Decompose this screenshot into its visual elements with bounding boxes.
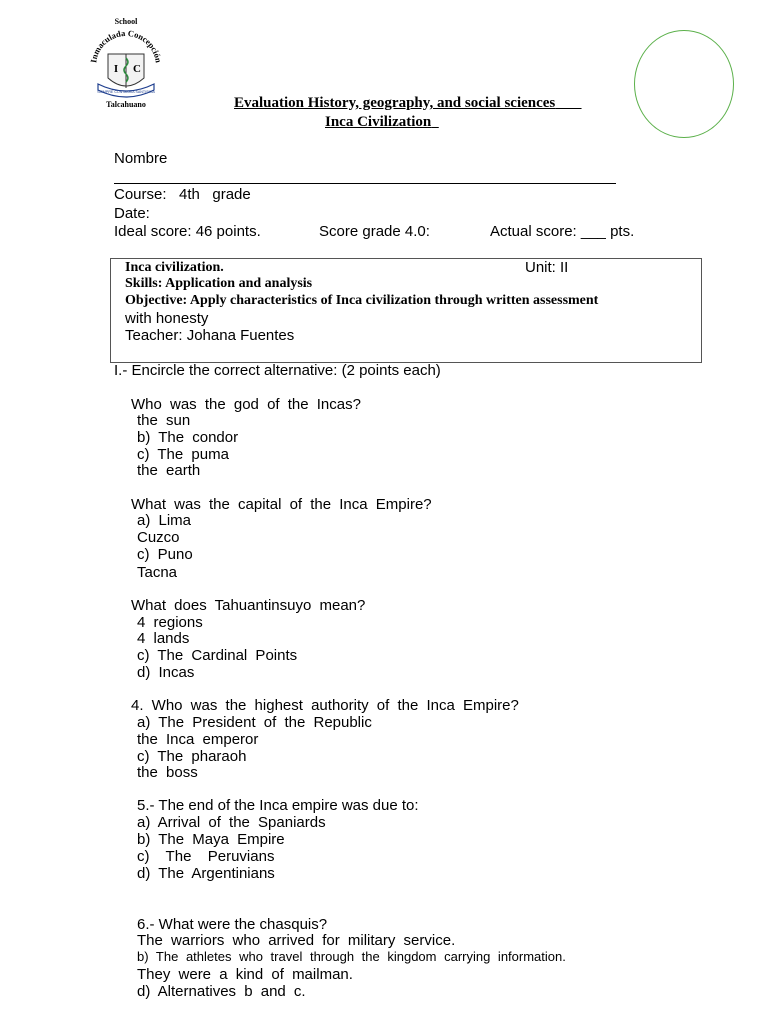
option-3d[interactable]: d) Incas [137, 664, 195, 681]
logo-top-text: School [114, 17, 138, 26]
teacher-label: Teacher: Johana Fuentes [125, 327, 295, 344]
actual-score: Actual score: ___ pts. [490, 223, 635, 240]
logo-arc-text: Inmaculada Concepción [88, 27, 164, 64]
question-5: 5.- The end of the Inca empire was due to: [137, 797, 419, 814]
name-label: Nombre [114, 150, 168, 167]
option-1c[interactable]: c) The puma [137, 446, 229, 463]
option-3c[interactable]: c) The Cardinal Points [137, 647, 298, 664]
question-4: 4. Who was the highest authority of the Inca Empire? [131, 697, 519, 714]
section-instruction: I.- Encircle the correct alternative: (2 points each) [114, 362, 441, 379]
question-1: Who was the god of the Incas? [131, 396, 361, 413]
unit-label: Unit: II [525, 259, 569, 276]
option-3b[interactable]: 4 lands [137, 630, 190, 647]
score-grade: Score grade 4.0: [319, 223, 430, 240]
logo-letter-i: I [113, 63, 119, 75]
subject-label: Inca civilization. [125, 260, 224, 275]
logo-letter-c: C [133, 63, 141, 75]
option-6a[interactable]: The warriors who arrived for military service. [137, 932, 456, 949]
option-1b[interactable]: b) The condor [137, 429, 239, 446]
ideal-score: Ideal score: 46 points. [114, 223, 261, 240]
option-4c[interactable]: c) The pharaoh [137, 748, 247, 765]
option-4b[interactable]: the Inca emperor [137, 731, 259, 748]
page-title: Evaluation History, geography, and social sciences [234, 95, 556, 111]
name-underline[interactable] [114, 183, 616, 184]
page-subtitle: Inca Civilization [325, 114, 432, 130]
option-3a[interactable]: 4 regions [137, 614, 203, 631]
option-2a[interactable]: a) Lima [137, 512, 192, 529]
option-1a[interactable]: the sun [137, 412, 191, 429]
option-4d[interactable]: the boss [137, 764, 198, 781]
logo-city-text: Talcahuano [106, 100, 146, 109]
course-label: Course: 4th grade [114, 186, 251, 203]
question-3: What does Tahuantinsuyo mean? [131, 597, 366, 614]
option-1d[interactable]: the earth [137, 462, 201, 479]
skills-label: Skills: Application and analysis [125, 276, 313, 291]
option-4a[interactable]: a) The President of the Republic [137, 714, 372, 731]
option-6d[interactable]: d) Alternatives b and c. [137, 983, 306, 1000]
option-2d[interactable]: Tacna [137, 564, 178, 581]
school-logo [84, 14, 168, 110]
option-5b[interactable]: b) The Maya Empire [137, 831, 285, 848]
date-label: Date: [114, 205, 150, 222]
option-5a[interactable]: a) Arrival of the Spaniards [137, 814, 326, 831]
logo-ribbon-text: SIEMPRE CON MARIA SANTISIMA [97, 90, 155, 94]
objective-continuation: with honesty [125, 310, 209, 327]
school-crest-icon [84, 14, 168, 110]
option-5d[interactable]: d) The Argentinians [137, 865, 275, 882]
option-6b[interactable]: b) The athletes who travel through the kingdom carrying information. [137, 949, 566, 964]
option-5c[interactable]: c) The Peruvians [137, 848, 275, 865]
question-2: What was the capital of the Inca Empire? [131, 496, 432, 513]
score-circle [634, 30, 734, 138]
option-2c[interactable]: c) Puno [137, 546, 193, 563]
option-2b[interactable]: Cuzco [137, 529, 180, 546]
option-6c[interactable]: They were a kind of mailman. [137, 966, 353, 983]
objective-label: Objective: Apply characteristics of Inca civilization through written assessment [125, 293, 599, 308]
question-6: 6.- What were the chasquis? [137, 916, 328, 933]
